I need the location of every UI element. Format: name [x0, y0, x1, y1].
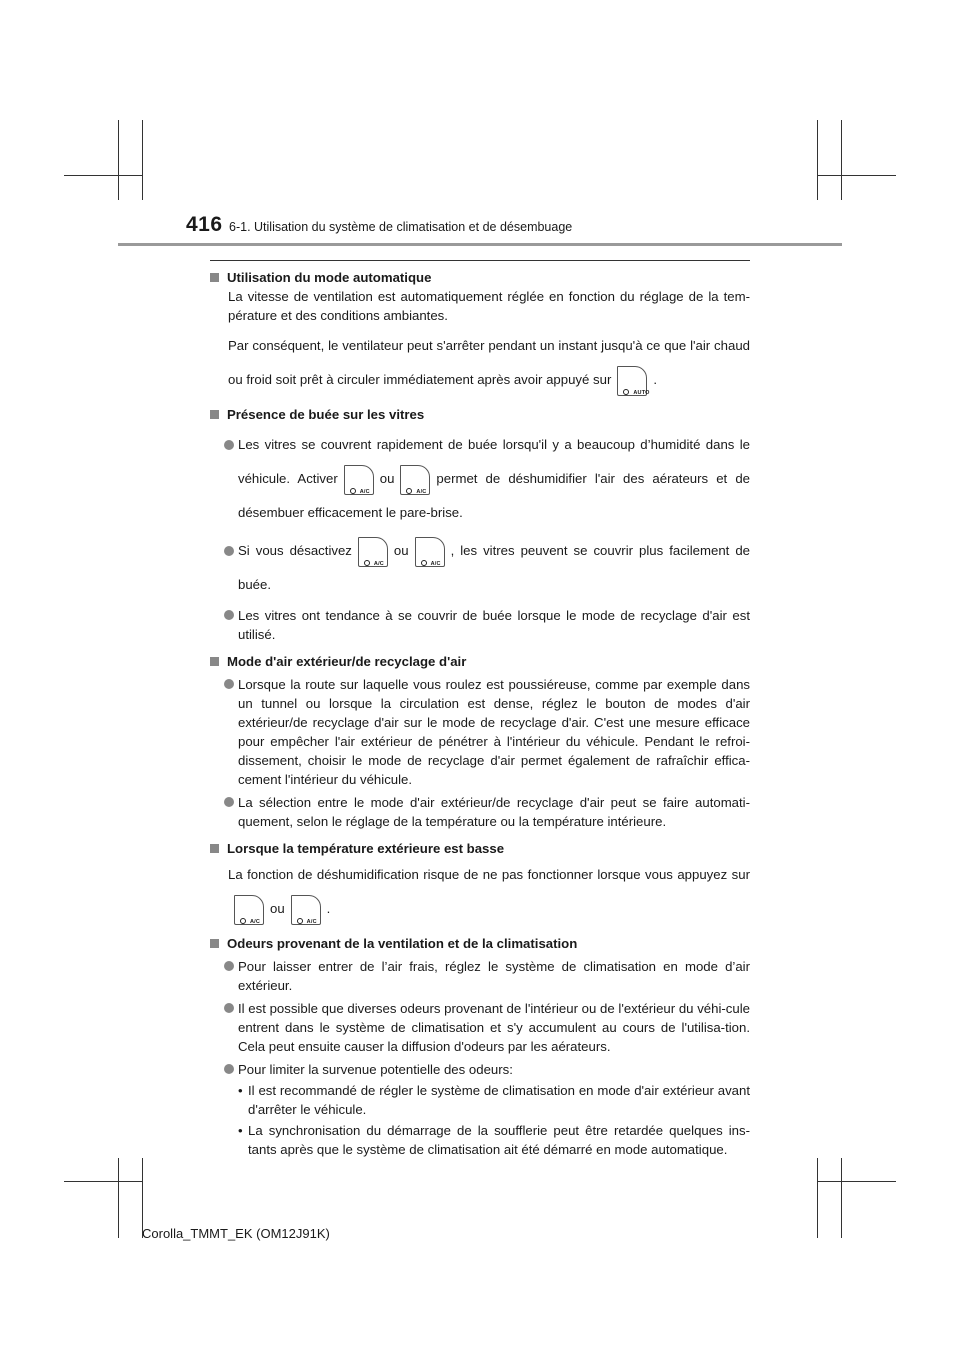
square-bullet-icon [210, 410, 219, 419]
crop-mark [817, 1158, 818, 1238]
round-bullet-icon [224, 1064, 234, 1074]
list-item: Si vous désactivez A/C ou A/C , les vitres peuvent se couvrir plus facilement de buée. [210, 534, 750, 602]
ac-button-icon: A/C [415, 537, 445, 567]
list-item: Pour limiter la survenue potentielle des odeurs: [210, 1060, 750, 1079]
section-heading: Mode d'air extérieur/de recyclage d'air [227, 654, 467, 669]
ac-button-icon: A/C [358, 537, 388, 567]
header-rule [118, 243, 842, 246]
content-body [210, 268, 750, 1167]
square-bullet-icon [210, 273, 219, 282]
round-bullet-icon [224, 610, 234, 620]
footer-document-id: Corolla_TMMT_EK (OM12J91K) [142, 1226, 330, 1241]
crop-mark [142, 120, 143, 200]
sub-list-item: • Il est recommandé de régler le système de climatisation en mode d'air extérieur avant d'arrêter le véhicule. [238, 1083, 750, 1117]
ac-button-icon: A/C [344, 465, 374, 495]
crop-mark [817, 175, 896, 176]
sub-list-item: • La synchronisation du démarrage de la soufflerie peut être retardée quelques ins-tants après que le système de climatisation ait été démarré en mode automatique. [238, 1123, 750, 1157]
round-bullet-icon [224, 961, 234, 971]
content-rule [210, 260, 750, 261]
round-bullet-icon [224, 1003, 234, 1013]
list-item: Lorsque la route sur laquelle vous roulez est poussiéreuse, comme par exemple dans un tunnel ou lorsque la circulation est dense, réglez le bouton de modes d'air extérieur/de recyclage d'air sur le mode de recyclage d'air. C'est une mesure efficace pour empêcher l'air extérieur de pénétrer à l'intérieur du véhicule. Pendant le refroi-dissement, choisir le mode de recyclage d'air permet également de rafraîchir effica-cement l'intérieur du véhicule. [210, 675, 750, 789]
ac-button-icon: A/C [291, 895, 321, 925]
list-item: Pour laisser entrer de l’air frais, réglez le système de climatisation en mode d’air extérieur. [210, 957, 750, 995]
crop-mark [64, 1181, 142, 1182]
section-odors [210, 934, 750, 1159]
ac-button-icon: A/C [234, 895, 264, 925]
section-heading: Utilisation du mode automatique [227, 270, 432, 285]
section-heading: Odeurs provenant de la ventilation et de la climatisation [227, 936, 578, 951]
section-automatic-mode [210, 268, 750, 397]
page-number: 416 [186, 213, 223, 236]
round-bullet-icon [224, 440, 234, 450]
crop-mark [118, 120, 119, 200]
round-bullet-icon [224, 797, 234, 807]
paragraph: Par conséquent, le ventilateur peut s'arrêter pendant un instant jusqu'à ce que l'air chaud ou froid soit prêt à circuler immédiatement après avoir appuyé sur AUTO . [228, 329, 750, 397]
square-bullet-icon [210, 657, 219, 666]
square-bullet-icon [210, 844, 219, 853]
crop-mark [118, 1158, 119, 1238]
section-fogging [210, 405, 750, 644]
crop-mark [817, 120, 818, 200]
list-item: Il est possible que diverses odeurs provenant de l'intérieur ou de l'extérieur du véhi-cule entrent dans le système de climatisation et s'y accumulent au cours de l'utilisa-tion. Cela peut ensuite causer la diffusion d'odeurs par les aérateurs. [210, 999, 750, 1056]
round-bullet-icon [224, 679, 234, 689]
list-item: Les vitres ont tendance à se couvrir de buée lorsque le mode de recyclage d'air est utilisé. [210, 606, 750, 644]
section-title: 6-1. Utilisation du système de climatisation et de désembuage [229, 220, 573, 234]
paragraph: La fonction de déshumidification risque de ne pas fonctionner lorsque vous appuyez sur A/C ou A/C . [228, 858, 750, 926]
crop-mark [64, 175, 142, 176]
square-bullet-icon [210, 939, 219, 948]
paragraph: La vitesse de ventilation est automatiquement réglée en fonction du réglage de la tem-pérature et des conditions ambiantes. [228, 289, 750, 323]
crop-mark [841, 120, 842, 200]
section-heading: Lorsque la température extérieure est basse [227, 841, 505, 856]
section-heading: Présence de buée sur les vitres [227, 407, 425, 422]
crop-mark [841, 1158, 842, 1238]
ac-button-icon: A/C [400, 465, 430, 495]
list-item: Les vitres se couvrent rapidement de buée lorsqu'il y a beaucoup d’humidité dans le véhicule. Activer A/C ou A/C permet de déshumidifier l'air des aérateurs et de désembuer efficacement le pare-brise. [210, 428, 750, 530]
list-item: La sélection entre le mode d'air extérieur/de recyclage d'air peut se faire automati-quement, selon le réglage de la température ou la température intérieure. [210, 793, 750, 831]
auto-button-icon: AUTO [617, 366, 647, 396]
crop-mark [817, 1181, 896, 1182]
section-air-mode [210, 652, 750, 831]
round-bullet-icon [224, 546, 234, 556]
section-low-temperature [210, 839, 750, 926]
